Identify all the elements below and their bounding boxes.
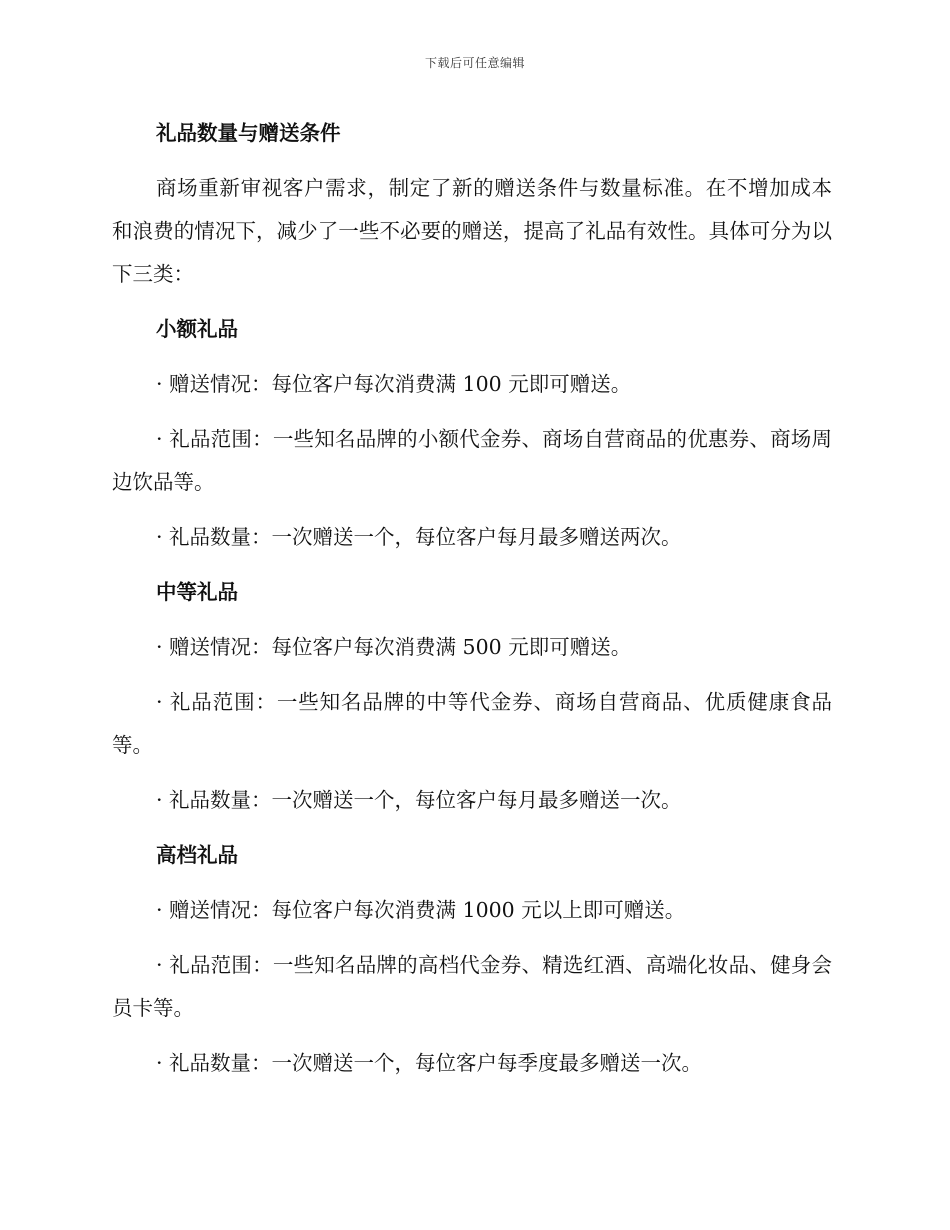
document-body (112, 112, 832, 1097)
premium-gift-scope: · 礼品范围：一些知名品牌的高档代金券、精选红酒、高端化妆品、健身会员卡等。 (112, 953, 832, 1020)
section-heading-small-gift: 小额礼品 (156, 317, 238, 341)
document-title: 礼品数量与赠送条件 (156, 121, 341, 145)
section-heading-premium-gift: 高档礼品 (156, 843, 238, 867)
medium-gift-scope: · 礼品范围：一些知名品牌的中等代金券、商场自营商品、优质健康食品等。 (112, 690, 832, 757)
premium-gift-condition: · 赠送情况：每位客户每次消费满 1000 元以上即可赠送。 (156, 898, 686, 922)
page-header: 下载后可任意编辑 (424, 56, 525, 70)
section-heading-medium-gift: 中等礼品 (156, 580, 238, 604)
small-gift-scope: · 礼品范围：一些知名品牌的小额代金券、商场自营商品的优惠券、商场周边饮品等。 (112, 427, 832, 494)
premium-gift-quantity: · 礼品数量：一次赠送一个，每位客户每季度最多赠送一次。 (156, 1051, 703, 1075)
intro-paragraph: 商场重新审视客户需求，制定了新的赠送条件与数量标准。在不增加成本和浪费的情况下，减少了一些不必要的赠送，提高了礼品有效性。具体可分为以下三类： (112, 176, 832, 286)
medium-gift-quantity: · 礼品数量：一次赠送一个，每位客户每月最多赠送一次。 (156, 788, 682, 812)
medium-gift-condition: · 赠送情况：每位客户每次消费满 500 元即可赠送。 (156, 635, 632, 659)
small-gift-condition: · 赠送情况：每位客户每次消费满 100 元即可赠送。 (156, 372, 632, 396)
small-gift-quantity: · 礼品数量：一次赠送一个，每位客户每月最多赠送两次。 (156, 525, 682, 549)
